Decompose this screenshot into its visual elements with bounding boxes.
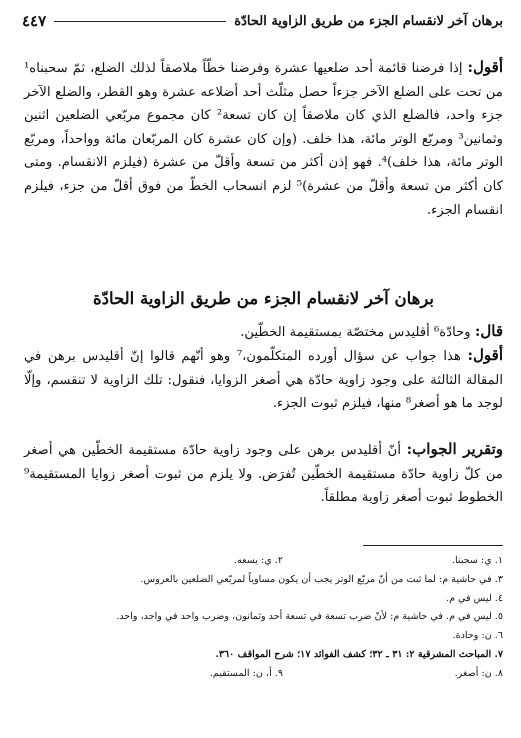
page-number: ٤٤٧ bbox=[22, 12, 47, 30]
paragraph-answer bbox=[24, 438, 503, 510]
footnote: ٩. أ، ن: المستقيم. bbox=[209, 667, 283, 679]
footnote-row bbox=[24, 665, 503, 684]
paragraph-aqulu bbox=[24, 344, 503, 416]
paragraph-lead: أقول: bbox=[467, 346, 504, 364]
footnote: ٥. ليس في م. في حاشية م: لأنّ ضرب تسعة في تسعة أحد وثمانون، وضرب واحد في واحد، واحد. bbox=[116, 611, 503, 623]
paragraph-text: هذا جواب عن سؤال أورده المتكلّمون،⁷ وهو أنّهم قالوا إنّ أقليدس برهن في المقالة الثالثة على وجود زاوية حادّة هي أصغر الزوايا، فنقول: تلك الزاوية لا تنقسم، وإلّا لوجد ما هو أصغر⁸ منها، فيلزم ثبوت الجزء. bbox=[24, 349, 503, 412]
paragraph-text: إذا فرضنا قائمة أحد ضلعيها عشرة وفرضنا خطّاً ملاصقاً لذلك الضلع، ثمّ سحبناه¹ من تحت على الضلع الآخر جزءاً حصل مثلّث أحد أضلاعه عشرة وهو القطر، والضلع الآخر جزء واحد، فالضلع الذي كان ملاصقاً إن كان تسعة² كان مجموع مربّعي الضلعين اثنين وثمانين³ ومربّع الوتر مائة، هذا خلف. (وإن كان عشرة كان المربّعان مائة وواحداً، ومربّع الوتر مائة، هذا خلف)⁴. فهو إذن أكثر من تسعة وأقلّ من عشرة (فيلزم الانقسام. ومتى كان أكثر من تسعة وأقلّ من عشرة)⁵ لزم انسحاب الخطّ من فوق أقلّ من جزء، فيلزم انقسام الجزء. bbox=[24, 61, 504, 218]
paragraph-qala bbox=[24, 320, 503, 345]
footnote: ٨. ن: أصغر. bbox=[454, 667, 503, 679]
footnote: ٧. المباحث المشرقية ٢: ٣١ ـ ٣٢؛ كشف الفوائد ١٧؛ شرح المواقف ٣٦٠. bbox=[215, 648, 503, 660]
running-header bbox=[22, 8, 503, 34]
footnote: ٤. ليس في م. bbox=[446, 592, 503, 604]
footnote-separator bbox=[363, 545, 503, 546]
running-title: برهان آخر لانقسام الجزء من طريق الزاوية الحادّة bbox=[234, 13, 503, 29]
header-rule bbox=[54, 21, 226, 22]
paragraph-text: أنّ أقليدس برهن على وجود زاوية حادّة مستقيمة الخطّين هي أصغر من كلّ زاوية حادّة مستقيمة الخطّين تُفرَض. ولا يلزم من ثبوت أصغر زوايا المستقيمة⁹ الخطوط ثبوت أصغر زاوية مطلقاً. bbox=[24, 443, 503, 506]
paragraph-lead: قال: bbox=[474, 322, 503, 340]
paragraph-text: وحادّة⁶ أقليدس مختصّة بمستقيمة الخطّين. bbox=[240, 325, 475, 340]
footnote: ٣. في حاشية م: لما ثبت من أنّ مربّع الوتر يجب أن يكون مساوياً لمربّعي الضلعين بالعروس. bbox=[140, 573, 503, 585]
paragraph-proof bbox=[24, 56, 503, 222]
paragraph-lead: أقول: bbox=[467, 58, 503, 76]
footnotes bbox=[24, 552, 503, 684]
footnote-row bbox=[24, 552, 503, 571]
section-heading: برهان آخر لانقسام الجزء من طريق الزاوية الحادّة bbox=[92, 289, 435, 308]
footnote: ١. ي: سحبنا. bbox=[451, 555, 503, 566]
paragraph-lead: وتقرير الجواب: bbox=[406, 440, 504, 458]
footnote: ٢. ي: يسعه. bbox=[233, 555, 283, 566]
footnote: ٦. ن: وحادة. bbox=[452, 630, 503, 642]
